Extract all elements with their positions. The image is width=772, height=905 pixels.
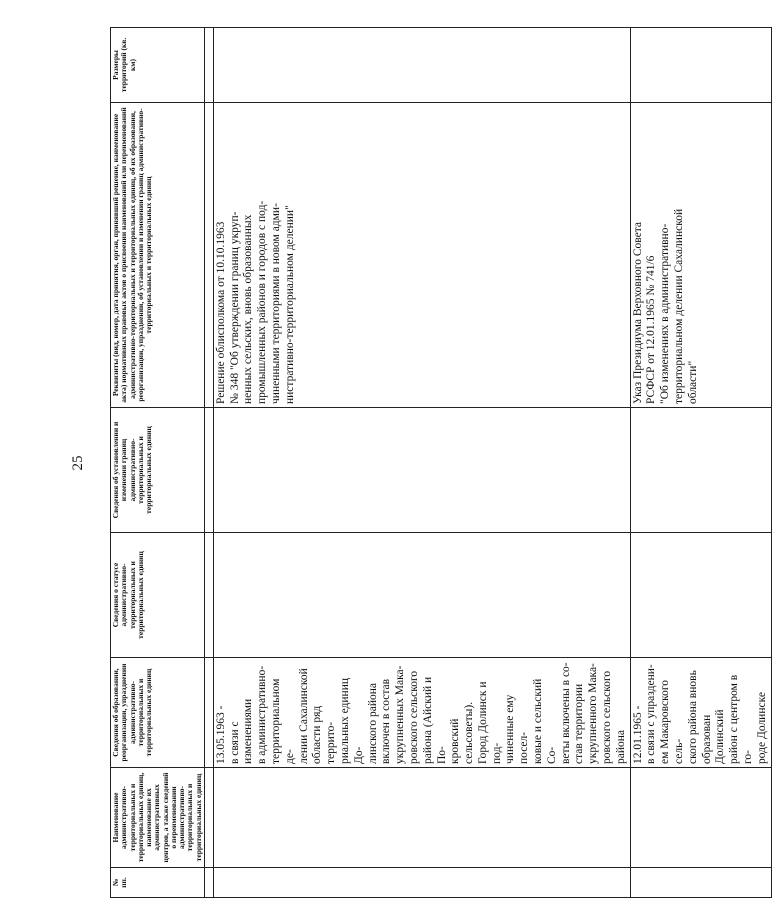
- row-acts: Решение облисполкома от 10.10.1963 № 348 "Об утверждении границ укруп- ненных сельских, вновь образованных промышленных районов и городов с под- чиненными территориями в новом адми- нистративно-территориальном делении": [213, 103, 630, 408]
- spacer-row: [204, 28, 213, 898]
- header-acts: Реквизиты (вид, номер, дата принятия, орган, принявший решение, наименование акта) нормативных правовых актов о присвоении наименований или переименований административно-территориальных и территориальных единиц, об их образовании, реорганизации, упразднении, об установлении и изменении границ административно-территориальных и территориальных единиц: [111, 103, 205, 408]
- header-borders: Сведения об установлении и изменении границ административно-территориальных и территориальных единиц: [111, 408, 205, 533]
- header-row: [111, 28, 205, 898]
- row-formation: 13.05.1963 - в связи с изменениями в административно- территориальном де- лении Сахалинской области ряд террито- риальных единиц До- линского района включен в состав укрупненных Мака- ровского сельского района (Айский и По- кровский сельсоветы). Город Долинск и под- чиненные ему посел- ковые и сельский Со- веты включены в со- став территории укрупненного Мака- ровского сельского района: [213, 658, 630, 768]
- row-name: [213, 768, 630, 868]
- table-row: [213, 28, 630, 898]
- row-status: [630, 533, 771, 658]
- page-number: 25: [70, 455, 86, 471]
- table-row: [630, 28, 771, 898]
- row-num: [630, 868, 771, 898]
- rotated-page: [70, 28, 768, 898]
- row-area: [630, 28, 771, 103]
- row-num: [213, 868, 630, 898]
- row-name: [630, 768, 771, 868]
- row-formation: 12.01.1965 - в связи с упраздени- ем Макаровского сель- ского района вновь образован Долинский район с центром в го- роде Долинске: [630, 658, 771, 768]
- row-area: [213, 28, 630, 103]
- row-borders: [213, 408, 630, 533]
- row-acts: Указ Президиума Верховного Совета РСФСР от 12.01.1965 № 741/6 "Об изменениях в административно- территориальном делении Сахалинской области": [630, 103, 771, 408]
- header-status: Сведения о статусе административно-территориальных и территориальных единиц: [111, 533, 205, 658]
- header-name: Наименование административно-территориальных и территориальных единиц, наименование их административных центров, а также сведений о переименовании административно-территориальных и территориальных единиц: [111, 768, 205, 868]
- header-formation: Сведения об образовании, реорганизации, упразднении административно-территориальных и территориальных единиц: [111, 658, 205, 768]
- header-area: Размеры территорий (кв. км): [111, 28, 205, 103]
- row-borders: [630, 408, 771, 533]
- row-status: [213, 533, 630, 658]
- registry-table: [110, 27, 772, 898]
- header-num: № пп.: [111, 868, 205, 898]
